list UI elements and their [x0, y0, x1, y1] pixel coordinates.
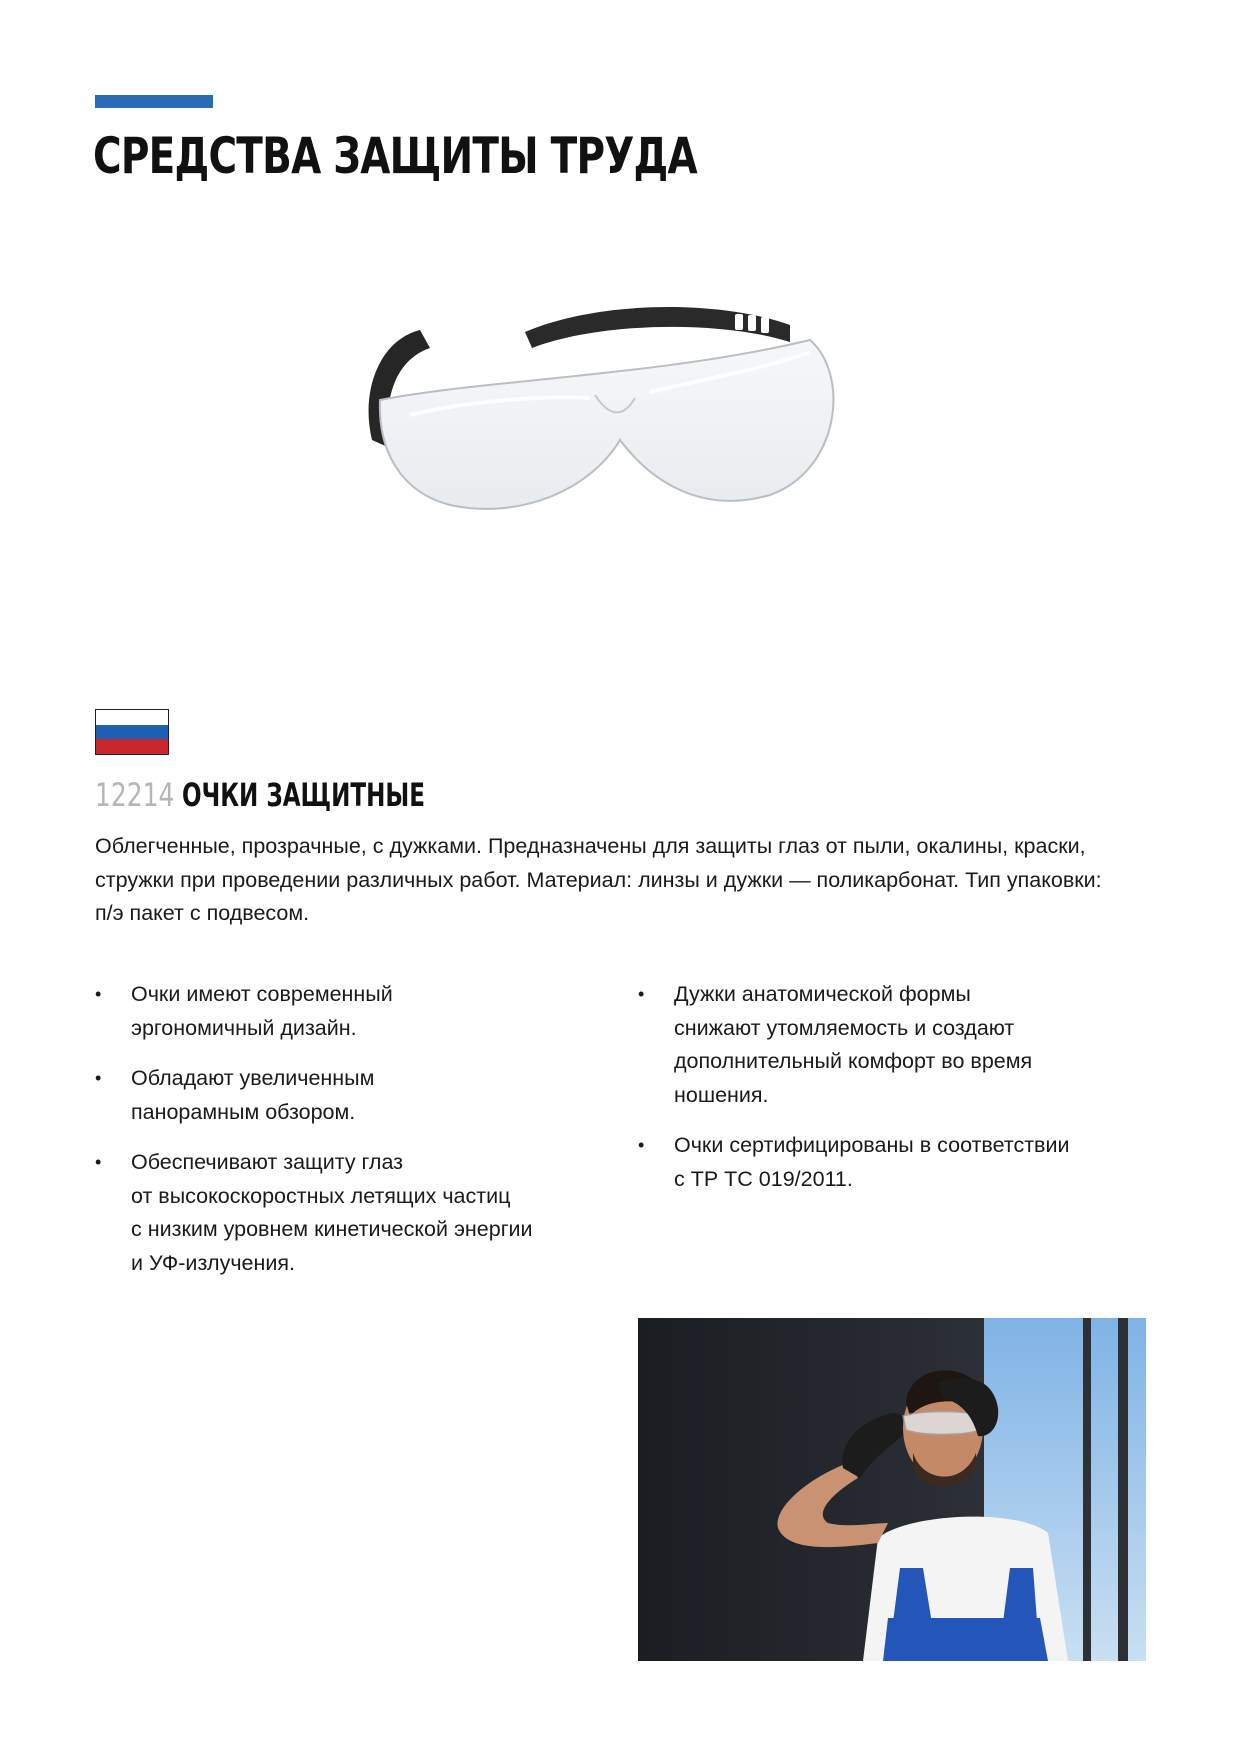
photo-worker-wearing-glasses — [638, 1318, 1146, 1661]
features-list-left — [95, 978, 595, 1297]
feature-item: • Очки имеют современный эргономичный дизайн. — [95, 978, 595, 1045]
features-list-right — [638, 978, 1118, 1213]
product-code: 12214 — [95, 776, 175, 814]
product-description: Облегченные, прозрачные, с дужками. Предназначены для защиты глаз от пыли, окалины, краски, стружки при проведении различных работ. Материал: линзы и дужки — поликарбонат. Тип упаковки: п/э пакет с подвесом. — [95, 834, 1102, 925]
feature-item: • Обладают увеличенным панорамным обзором. — [95, 1062, 595, 1129]
feature-item: • Дужки анатомической формы снижают утомляемость и создают дополнительный комфорт во время ношения. — [638, 978, 1118, 1112]
feature-item: • Обеспечивают защиту глаз от высокоскоростных летящих частиц с низким уровнем кинетической энергии и УФ-излучения. — [95, 1146, 595, 1280]
russia-flag-icon — [95, 709, 169, 755]
product-heading — [95, 776, 520, 816]
feature-item: • Очки сертифицированы в соответствии с ТР ТС 019/2011. — [638, 1129, 1118, 1196]
product-name: ОЧКИ ЗАЩИТНЫЕ — [182, 776, 426, 814]
title-accent-bar — [95, 95, 213, 108]
page-title: СРЕДСТВА ЗАЩИТЫ ТРУДА — [93, 127, 697, 185]
product-photo-safety-glasses — [340, 280, 900, 600]
